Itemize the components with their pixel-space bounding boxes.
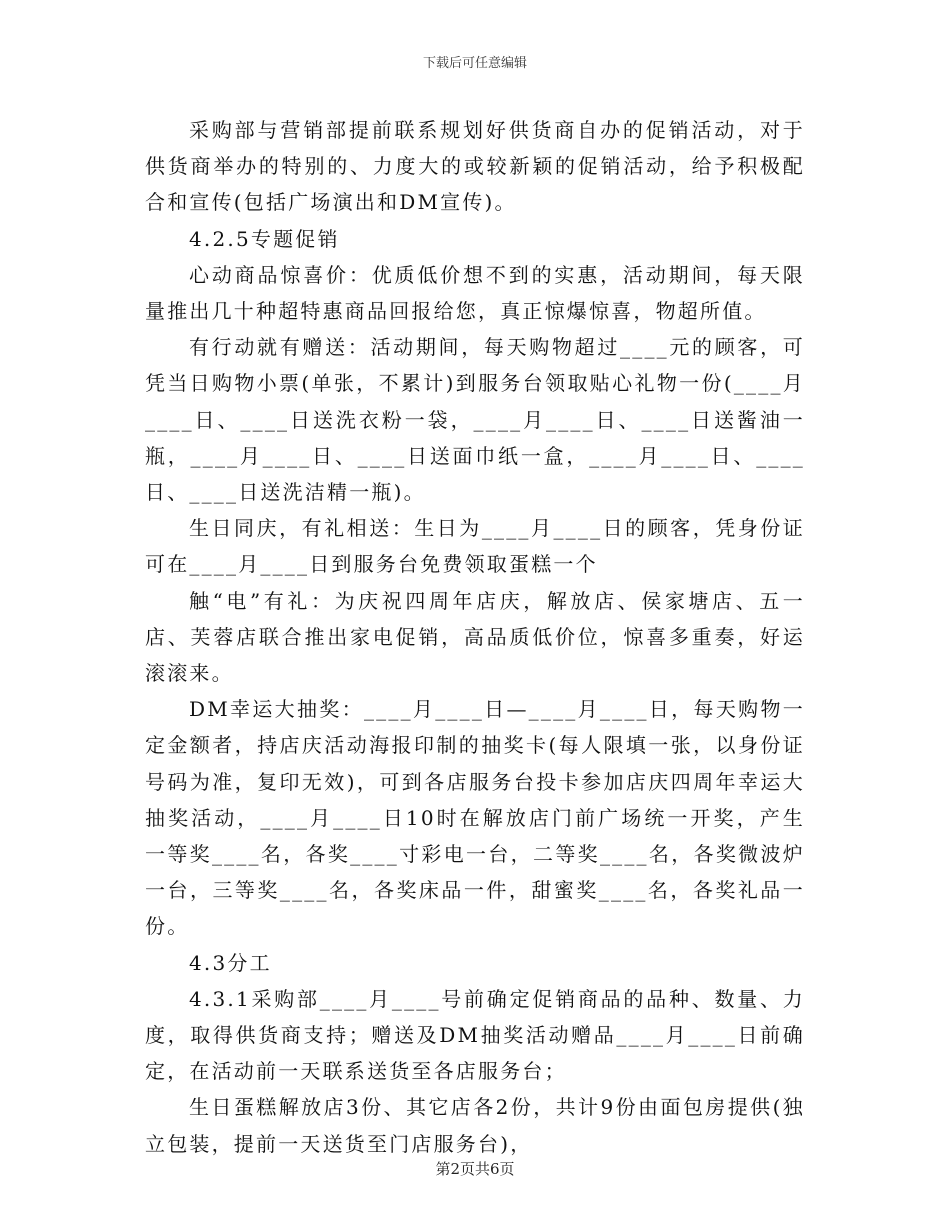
paragraph-birthday-cake: 生日蛋糕解放店3份、其它店各2份，共计9份由面包房提供(独立包装，提前一天送货至门店服务台)， — [145, 1095, 805, 1156]
paragraph-purchasing-duty: 4.3.1采购部____月____号前确定促销商品的品种、数量、力度，取得供货商支持；赠送及DM抽奖活动赠品____月____日前确定，在活动前一天联系送货至各店服务台； — [145, 986, 805, 1084]
paragraph-dm-lucky-draw: DM幸运大抽奖：____月____日—____月____日，每天购物一定金额者，持店庆活动海报印制的抽奖卡(每人限填一张，以身份证号码为准，复印无效)，可到各店服务台投卡参加店庆四周年幸运大抽奖活动，____月____日10时在解放店门前广场统一开奖，产生一等奖____名，各奖____寸彩电一台，二等奖____名，各奖微波炉一台，三等奖____名，各奖床品一件，甜蜜奖____名，各奖礼品一份。 — [145, 697, 805, 939]
page-header: 下载后可任意编辑 — [422, 56, 527, 71]
paragraph-appliance-promotion: 触“电”有礼：为庆祝四周年店庆，解放店、侯家塘店、五一店、芙蓉店联合推出家电促销，高品质低价位，惊喜多重奏，好运滚滚来。 — [145, 588, 805, 686]
paragraph-gift-with-purchase: 有行动就有赠送：活动期间，每天购物超过____元的顾客，可凭当日购物小票(单张，不累计)到服务台领取贴心礼物一份(____月____日、____日送洗衣粉一袋，____月____日、____日送酱油一瓶，____月____日、____日送面巾纸一盒，____月____日、____日、____日送洗洁精一瓶)。 — [145, 335, 805, 505]
section-heading-4-3: 4.3分工 — [189, 950, 272, 975]
paragraph-supplier-promotion: 采购部与营销部提前联系规划好供货商自办的促销活动，对于供货商举办的特别的、力度大的或较新颖的促销活动，给予积极配合和宣传(包括广场演出和DM宣传)。 — [145, 118, 805, 215]
document-body — [145, 112, 805, 1162]
section-heading-4-2-5: 4.2.5专题促销 — [189, 226, 340, 251]
paragraph-surprise-price: 心动商品惊喜价：优质低价想不到的实惠，活动期间，每天限量推出几十种超特惠商品回报给您，真正惊爆惊喜，物超所值。 — [145, 262, 805, 324]
page-footer: 第2页共6页 — [435, 1160, 515, 1178]
paragraph-birthday-gift: 生日同庆，有礼相送：生日为____月____日的顾客，凭身份证可在____月____日到服务台免费领取蛋糕一个 — [145, 516, 805, 577]
